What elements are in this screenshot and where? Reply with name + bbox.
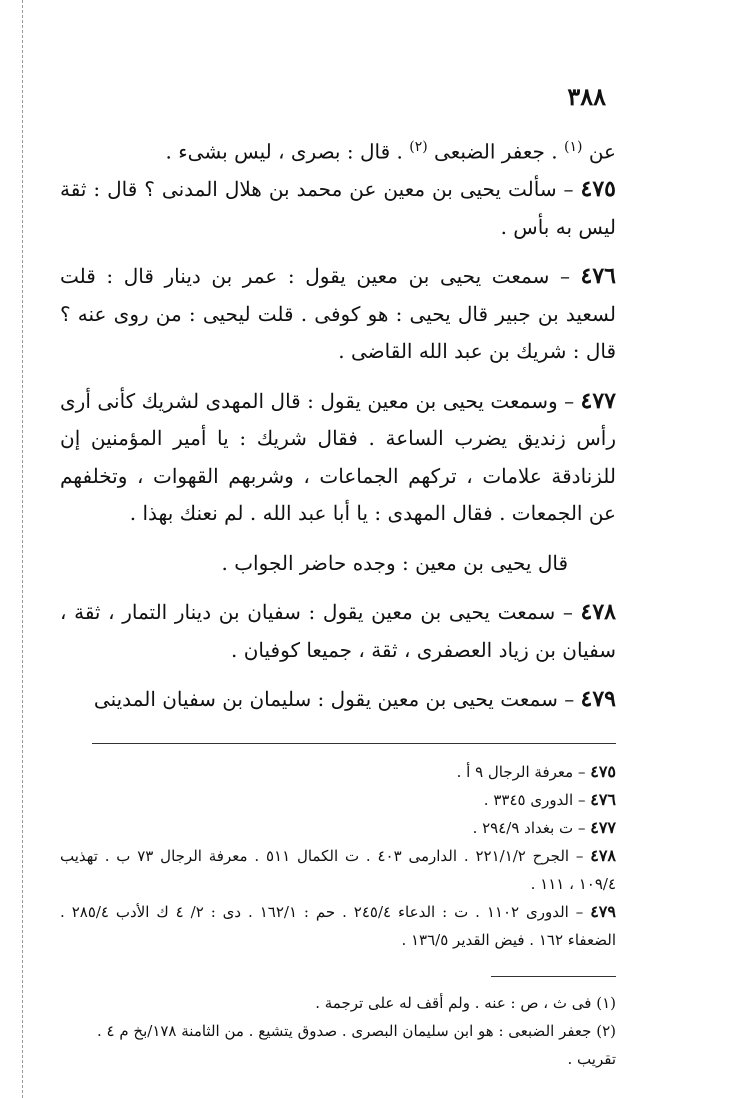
entry-477-note: قال يحيى بن معين : وجده حاضر الجواب . [221, 550, 568, 575]
reference-476 [60, 786, 616, 814]
book-page [60, 82, 616, 1073]
entry-477 [60, 383, 616, 533]
reference-479 [60, 898, 616, 954]
entry-479 [60, 681, 616, 719]
footnote-1: (١) فى ث ، ص : عنه . ولم أقف له على ترجمة . [315, 993, 616, 1012]
entry-number: ٤٧٥ [580, 176, 616, 203]
entry-number: ٤٧٦ [580, 263, 616, 290]
reference-number: ٤٧٦ [590, 789, 616, 809]
references-divider [92, 743, 616, 744]
cont-text-a: عن [588, 139, 616, 164]
cont-text-c: . قال : بصرى ، ليس بشىء . [165, 139, 403, 164]
continued-entry [60, 129, 616, 171]
references-section [60, 758, 616, 954]
entry-number: ٤٧٧ [580, 387, 616, 414]
entry-text: – وسمعت يحيى بن معين يقول : قال المهدى لشريك كأنى أرى رأس زنديق يضرب الساعة . فقال شريك : يا أمير المؤمنين إن للزنادقة علامات ، تركهم الجماعات ، وشربهم القهوات ، وتخلفهم عن الجمعات . فقال المهدى : يا أبا عبد الله . لم نعنك بهذا . [60, 388, 616, 526]
entry-number: ٤٧٨ [580, 599, 616, 626]
entry-475 [60, 171, 616, 246]
reference-number: ٤٧٩ [590, 901, 616, 921]
page-number: ٣٨٨ [567, 82, 606, 111]
entry-text: – سمعت يحيى بن معين يقول : سفيان بن دينار التمار ، ثقة ، سفيان بن زياد العصفرى ، ثقة ، جميعا كوفيان . [60, 600, 616, 662]
reference-477 [60, 814, 616, 842]
entry-476 [60, 258, 616, 371]
reference-number: ٤٧٥ [590, 761, 616, 781]
footnotes-divider [491, 976, 616, 977]
reference-text: – الدورى ١١٠٢ . ت : الدعاء ٢٤٥/٤ . حم : ١٦٢/١ . دى : ٢/ ٤ ك الأدب ٢٨٥/٤ . الضعفاء ١٦٢ . فيض القدير ١٣٦/٥ . [60, 902, 616, 949]
reference-text: – الدورى ٣٣٤٥ . [483, 790, 591, 809]
cont-text-b: . جعفر الضبعى [434, 139, 558, 164]
entry-number: ٤٧٩ [580, 686, 616, 713]
footnote-ref-1[interactable]: (١) [564, 139, 583, 155]
reference-text: – ت بغداد ٢٩٤/٩ . [472, 818, 591, 837]
footnote-2: (٢) جعفر الضبعى : هو ابن سليمان البصرى . صدوق يتشيع . من الثامنة ١٧٨/بخ م ٤ . تقريب . [96, 1021, 616, 1068]
entry-text: – سمعت يحيى بن معين يقول : سليمان بن سفيان المدينى [93, 687, 581, 712]
footnotes-section [60, 989, 616, 1073]
reference-text: – معرفة الرجال ٩ أ . [456, 762, 591, 781]
reference-number: ٤٧٧ [590, 817, 616, 837]
reference-478 [60, 842, 616, 898]
reference-number: ٤٧٨ [590, 845, 616, 865]
reference-475 [60, 758, 616, 786]
footnote-ref-2[interactable]: (٢) [409, 139, 428, 155]
entry-text: – سألت يحيى بن معين عن محمد بن هلال المدنى ؟ قال : ثقة ليس به بأس . [60, 177, 616, 239]
entry-478 [60, 594, 616, 669]
binding-edge [22, 0, 23, 1098]
main-text [60, 129, 616, 719]
reference-text: – الجرح ٢٢١/١/٢ . الدارمى ٤٠٣ . ت الكمال ٥١١ . معرفة الرجال ٧٣ ب . تهذيب ١٠٩/٤ ، ١١١ . [60, 846, 616, 893]
entry-text: – سمعت يحيى بن معين يقول : عمر بن دينار قال : قلت لسعيد بن جبير قال يحيى : هو كوفى . قلت ليحيى : من روى عنه ؟ قال : شريك بن عبد الله القاضى . [60, 264, 616, 364]
